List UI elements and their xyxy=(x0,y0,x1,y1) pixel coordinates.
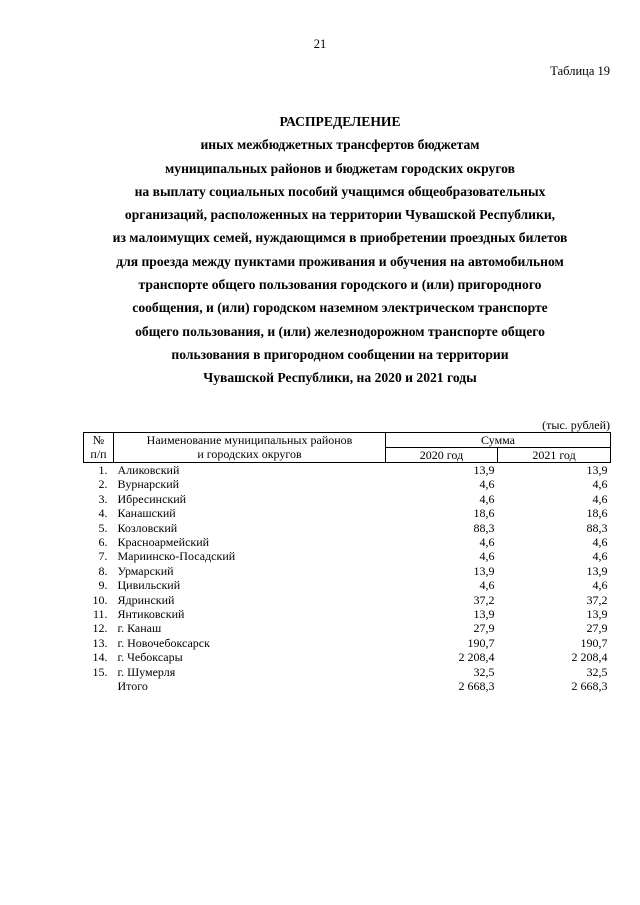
heading-line: для проезда между пунктами проживания и обучения на автомобильном xyxy=(116,253,564,269)
row-number: 11. xyxy=(92,607,108,622)
units-label: (тыс. рублей) xyxy=(542,418,610,432)
row-value-2020: 13,9 xyxy=(473,463,495,477)
table-total-row xyxy=(84,679,611,693)
row-value-2020: 37,2 xyxy=(473,592,495,607)
row-name: Цивильский xyxy=(117,578,181,593)
table-row xyxy=(84,650,611,664)
row-value-2020: 4,6 xyxy=(479,549,495,564)
table-row xyxy=(84,607,611,621)
heading-line: сообщения, и (или) городском наземном электрическом транспорте xyxy=(132,300,548,316)
row-value-2020: 32,5 xyxy=(473,664,495,679)
header-name-line2: и городских округов xyxy=(197,447,302,461)
row-value-2020: 2 208,4 xyxy=(458,650,495,665)
header-number-line1: № xyxy=(92,433,105,447)
header-sum: Сумма xyxy=(386,433,611,448)
row-number: 10. xyxy=(92,592,108,607)
table-row xyxy=(84,564,611,578)
row-value-2021: 13,9 xyxy=(586,463,608,477)
row-number: 6. xyxy=(98,535,108,550)
distribution-table xyxy=(83,432,611,694)
row-value-2021: 88,3 xyxy=(586,520,608,535)
header-name xyxy=(114,433,386,463)
row-value-2020: 4,6 xyxy=(479,535,495,550)
row-value-2021: 4,6 xyxy=(592,549,608,564)
table-row xyxy=(84,535,611,549)
row-value-2021: 32,5 xyxy=(586,664,608,679)
row-value-2020: 88,3 xyxy=(473,520,495,535)
row-value-2021: 13,9 xyxy=(586,607,608,622)
row-name: Ибресинский xyxy=(117,491,187,506)
table-row xyxy=(84,477,611,491)
row-number: 8. xyxy=(98,563,108,578)
total-value-2020: 2 668,3 xyxy=(458,679,495,694)
row-number: 5. xyxy=(98,520,108,535)
row-number: 14. xyxy=(92,650,108,665)
table-row xyxy=(84,636,611,650)
row-value-2021: 2 208,4 xyxy=(571,650,608,665)
table-row xyxy=(84,593,611,607)
header-year-2020: 2020 год xyxy=(386,448,498,463)
total-label: Итого xyxy=(117,679,148,694)
heading-line: организаций, расположенных на территории Чувашской Республики, xyxy=(124,207,556,223)
heading-line: на выплату социальных пособий учащимся общеобразовательных xyxy=(134,183,546,199)
heading-line: иных межбюджетных трансфертов бюджетам xyxy=(200,137,480,153)
row-number: 2. xyxy=(98,477,108,492)
table-label: Таблица 19 xyxy=(550,64,610,78)
row-value-2021: 4,6 xyxy=(592,535,608,550)
header-name-line1: Наименование муниципальных районов xyxy=(146,433,353,447)
table-row xyxy=(84,492,611,506)
header-year-2021: 2021 год xyxy=(498,448,611,463)
row-name: Вурнарский xyxy=(117,477,180,492)
row-value-2020: 18,6 xyxy=(473,506,495,521)
table-row xyxy=(84,463,611,478)
table-row xyxy=(84,521,611,535)
row-name: Аликовский xyxy=(117,463,180,477)
table-row xyxy=(84,506,611,520)
row-name: г. Канаш xyxy=(117,621,162,636)
row-number: 12. xyxy=(92,621,108,636)
total-value-2021: 2 668,3 xyxy=(571,679,608,694)
heading-line: Чувашской Республики, на 2020 и 2021 годы xyxy=(203,370,477,386)
row-value-2020: 190,7 xyxy=(467,635,495,650)
row-value-2021: 4,6 xyxy=(592,491,608,506)
row-number: 1. xyxy=(98,463,108,477)
row-name: г. Новочебоксарск xyxy=(117,635,210,650)
heading-line: муниципальных районов и бюджетам городских округов xyxy=(165,160,515,176)
row-number: 4. xyxy=(98,506,108,521)
row-value-2021: 37,2 xyxy=(586,592,608,607)
row-name: Ядринский xyxy=(117,592,175,607)
header-number xyxy=(84,433,114,463)
row-name: Янтиковский xyxy=(117,607,185,622)
row-value-2021: 4,6 xyxy=(592,578,608,593)
row-name: Мариинско-Посадский xyxy=(117,549,236,564)
heading-line: из малоимущих семей, нуждающимся в приобретении проездных билетов xyxy=(112,230,568,246)
row-name: Канашский xyxy=(117,506,176,521)
row-value-2020: 13,9 xyxy=(473,563,495,578)
row-value-2021: 27,9 xyxy=(586,621,608,636)
row-name: г. Чебоксары xyxy=(117,650,183,665)
row-value-2020: 27,9 xyxy=(473,621,495,636)
table-row xyxy=(84,578,611,592)
row-value-2020: 4,6 xyxy=(479,491,495,506)
row-value-2020: 13,9 xyxy=(473,607,495,622)
table-row xyxy=(84,549,611,563)
row-value-2020: 4,6 xyxy=(479,477,495,492)
heading-line: транспорте общего пользования городского и (или) пригородного xyxy=(138,277,542,293)
row-name: Урмарский xyxy=(117,563,174,578)
document-heading xyxy=(40,110,640,390)
header-number-line2: п/п xyxy=(90,447,107,461)
row-number: 9. xyxy=(98,578,108,593)
page-number: 21 xyxy=(313,37,327,51)
row-value-2021: 18,6 xyxy=(586,506,608,521)
row-value-2021: 4,6 xyxy=(592,477,608,492)
row-number: 3. xyxy=(98,491,108,506)
row-number: 13. xyxy=(92,635,108,650)
table-row xyxy=(84,665,611,679)
row-name: г. Шумерля xyxy=(117,664,176,679)
row-value-2020: 4,6 xyxy=(479,578,495,593)
heading-line: общего пользования, и (или) железнодорожном транспорте общего xyxy=(135,323,545,339)
total-number xyxy=(84,679,114,693)
row-value-2021: 190,7 xyxy=(580,635,608,650)
table-row xyxy=(84,621,611,635)
row-number: 15. xyxy=(92,664,108,679)
row-name: Красноармейский xyxy=(117,535,210,550)
heading-line: пользования в пригородном сообщении на территории xyxy=(171,346,509,362)
table-header-row xyxy=(84,433,611,448)
row-name: Козловский xyxy=(117,520,178,535)
row-number: 7. xyxy=(98,549,108,564)
heading-title: РАСПРЕДЕЛЕНИЕ xyxy=(279,114,401,129)
row-value-2021: 13,9 xyxy=(586,563,608,578)
